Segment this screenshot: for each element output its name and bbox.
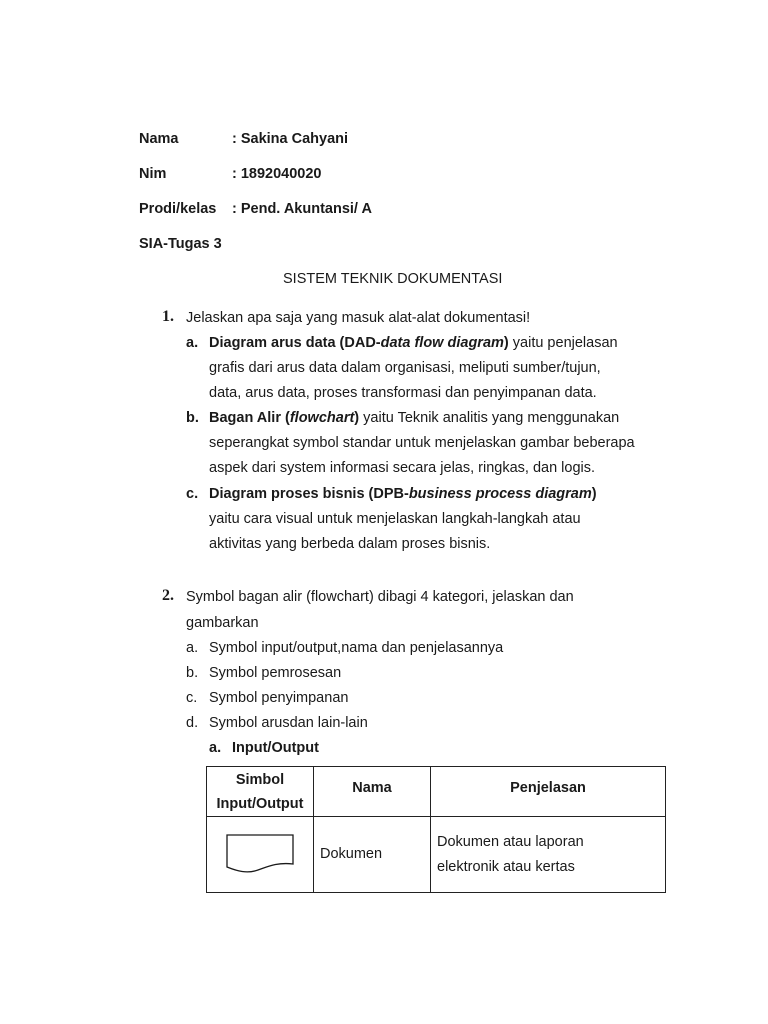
q1-number: 1. <box>162 308 174 325</box>
q1-text: Jelaskan apa saja yang masuk alat-alat dokumentasi! <box>186 310 531 326</box>
prodi-label: Prodi/kelas <box>139 201 217 217</box>
q1-b-line1: Bagan Alir (flowchart) yaitu Teknik analitis yang menggunakan <box>209 410 620 426</box>
q2-item-text: Symbol penyimpanan <box>209 690 349 706</box>
nama-label: Nama <box>139 131 179 147</box>
nim-label: Nim <box>139 166 167 182</box>
header-symbol-line1: Simbol <box>235 771 285 788</box>
table-row <box>207 817 666 893</box>
sub-heading: Input/Output <box>232 740 319 756</box>
header-cell-desc: Penjelasan <box>431 767 666 817</box>
q1-c-line3: aktivitas yang berbeda dalam proses bisnis. <box>209 536 491 552</box>
name-cell: Dokumen <box>314 817 431 893</box>
q2-number: 2. <box>162 587 174 604</box>
q2-item-marker: b. <box>186 665 199 681</box>
q1-c-line1: Diagram proses bisnis (DPB-business process diagram) <box>209 486 597 502</box>
desc-line: elektronik atau kertas <box>437 858 575 875</box>
q2-item-marker: d. <box>186 715 199 731</box>
desc-line: Dokumen atau laporan <box>437 833 584 850</box>
q2-item-marker: c. <box>186 690 198 706</box>
q2-line2: gambarkan <box>186 615 259 631</box>
symbol-cell <box>207 817 314 893</box>
q1-a-line3: data, arus data, proses transformasi dan penyimpanan data. <box>209 385 597 401</box>
header-symbol-line2: Input/Output <box>216 795 304 812</box>
q2-item-text: Symbol arusdan lain-lain <box>209 715 368 731</box>
q2-item-marker: a. <box>186 640 199 656</box>
table-header-row <box>207 767 666 817</box>
document-shape-icon <box>225 833 295 873</box>
header-cell-symbol <box>207 767 314 817</box>
q1-a-marker: a. <box>186 335 199 351</box>
header-cell-name: Nama <box>314 767 431 817</box>
q1-a-line1: Diagram arus data (DAD-data flow diagram) yaitu penjelasan <box>209 335 618 351</box>
nama-value: : Sakina Cahyani <box>232 131 349 147</box>
sub-heading-marker: a. <box>209 740 222 756</box>
q1-c-marker: c. <box>186 486 199 502</box>
page-title: SISTEM TEKNIK DOKUMENTASI <box>283 271 503 287</box>
q1-b-marker: b. <box>186 410 199 426</box>
prodi-value: : Pend. Akuntansi/ A <box>232 201 372 217</box>
q2-item-text: Symbol pemrosesan <box>209 665 342 681</box>
q1-b-line3: aspek dari system informasi secara jelas, ringkas, dan logis. <box>209 460 596 476</box>
q1-c-line2: yaitu cara visual untuk menjelaskan langkah-langkah atau <box>209 511 581 527</box>
q1-a-line2: grafis dari arus data dalam organisasi, meliputi sumber/tujun, <box>209 360 601 376</box>
q2-item-text: Symbol input/output,nama dan penjelasannya <box>209 640 504 656</box>
assignment-label: SIA-Tugas 3 <box>139 236 222 252</box>
q1-b-line2: seperangkat symbol standar untuk menjelaskan gambar beberapa <box>209 435 635 451</box>
q2-line1: Symbol bagan alir (flowchart) dibagi 4 kategori, jelaskan dan <box>186 589 574 605</box>
symbol-table <box>206 766 666 893</box>
desc-cell <box>431 817 666 893</box>
nim-value: : 1892040020 <box>232 166 322 182</box>
